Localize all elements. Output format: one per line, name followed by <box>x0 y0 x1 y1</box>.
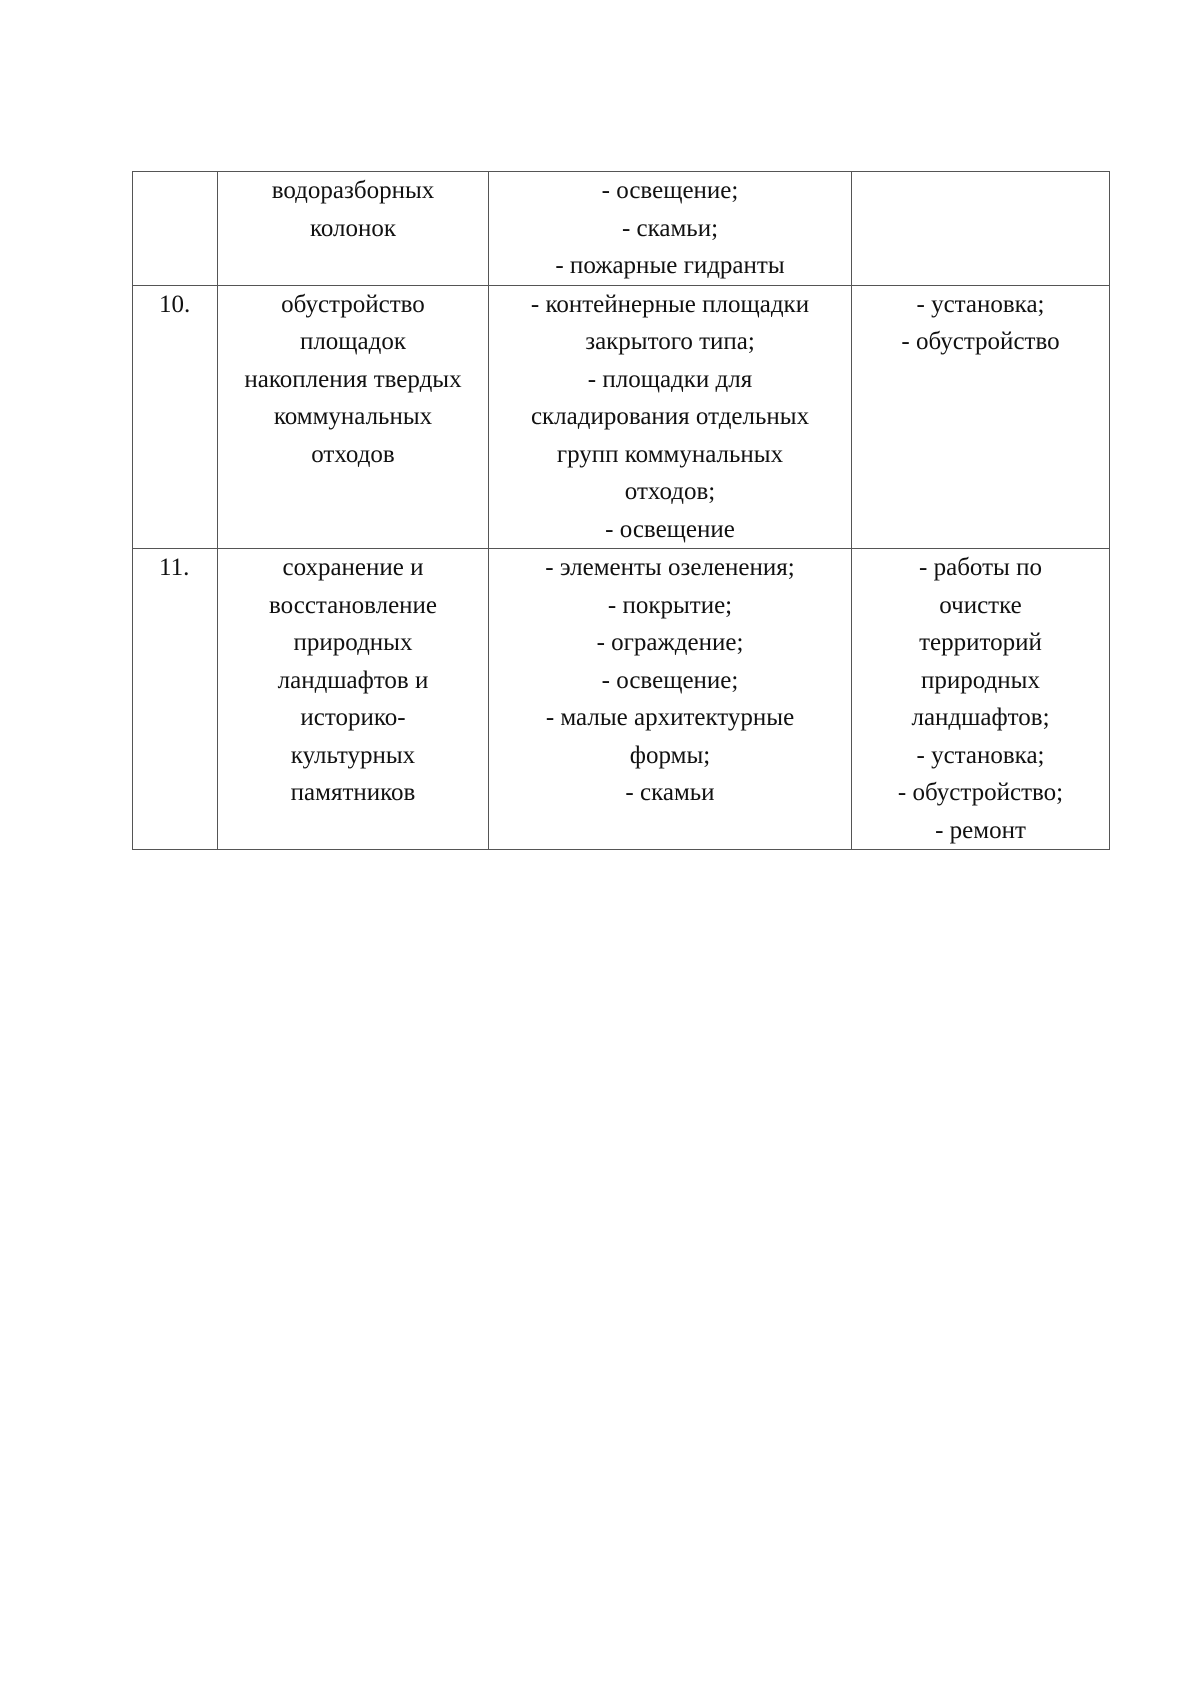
cell-text-line: - освещение <box>605 515 735 543</box>
cell-text-line: культурных <box>290 741 416 769</box>
cell-text-line: ландшафтов и <box>277 666 429 694</box>
elements-cell <box>489 172 852 286</box>
cell-text-line: коммунальных <box>273 403 433 430</box>
cell-text-line: водоразборных <box>271 177 435 204</box>
cell-text-line: - пожарные гидранты <box>555 252 785 279</box>
cell-text-line: - малые архитектурные <box>545 704 795 731</box>
cell-text-line: восстановление <box>268 591 438 619</box>
cell-text-line: групп коммунальных <box>556 440 784 468</box>
cell-text-line: складирования отдельных <box>530 403 810 430</box>
row-number-cell <box>133 172 218 286</box>
cell-text-line: обустройство <box>281 290 425 318</box>
works-cell <box>852 549 1110 850</box>
cell-text-line: сохранение и <box>282 554 424 581</box>
cell-text-line: - скамьи <box>625 779 715 806</box>
cell-text-line: колонок <box>309 214 397 242</box>
elements-cell <box>489 549 852 850</box>
cell-text-line: природных <box>293 629 413 656</box>
cell-text-line: - установка; <box>916 290 1045 318</box>
table-row <box>133 172 1110 286</box>
object-name-cell <box>218 172 489 286</box>
cell-text-line: формы; <box>629 741 711 769</box>
cell-text-line: - ремонт <box>935 816 1026 844</box>
cell-text-line: природных <box>921 666 1040 694</box>
table-row <box>133 549 1110 850</box>
cell-text-line: отходов <box>311 440 395 468</box>
cell-text-line: - площадки для <box>587 365 753 393</box>
cell-text-line: - обустройство; <box>897 779 1064 806</box>
cell-text-line: - освещение; <box>601 666 739 694</box>
cell-text-line: - элементы озеленения; <box>545 554 795 581</box>
cell-text-line: - скамьи; <box>621 214 719 242</box>
cell-text-line: очистке <box>939 591 1022 619</box>
cell-text-line: - ограждение; <box>596 629 744 656</box>
works-cell <box>852 172 1110 286</box>
cell-text-line: - работы по <box>919 554 1042 581</box>
object-name-cell <box>218 285 489 549</box>
cell-text-line: накопления твердых <box>244 365 462 393</box>
cell-text-line: площадок <box>299 328 407 355</box>
row-number-cell: 11. <box>133 549 218 850</box>
cell-text-line: историко- <box>300 704 406 731</box>
improvement-table <box>132 171 1110 850</box>
cell-text-line: памятников <box>290 779 416 806</box>
object-name-cell <box>218 549 489 850</box>
elements-cell <box>489 285 852 549</box>
cell-text-line: - освещение; <box>601 177 739 204</box>
cell-text-line: ландшафтов; <box>911 704 1050 731</box>
cell-text-line: - контейнерные площадки <box>530 290 810 318</box>
cell-text-line: закрытого типа; <box>585 328 755 355</box>
cell-text-line: - покрытие; <box>607 591 733 619</box>
cell-text-line: - установка; <box>916 741 1045 769</box>
table-row <box>133 285 1110 549</box>
cell-text-line: - обустройство <box>901 328 1060 355</box>
cell-text-line: отходов; <box>624 478 716 505</box>
row-number-cell: 10. <box>133 285 218 549</box>
works-cell <box>852 285 1110 549</box>
cell-text-line: территорий <box>919 629 1042 656</box>
